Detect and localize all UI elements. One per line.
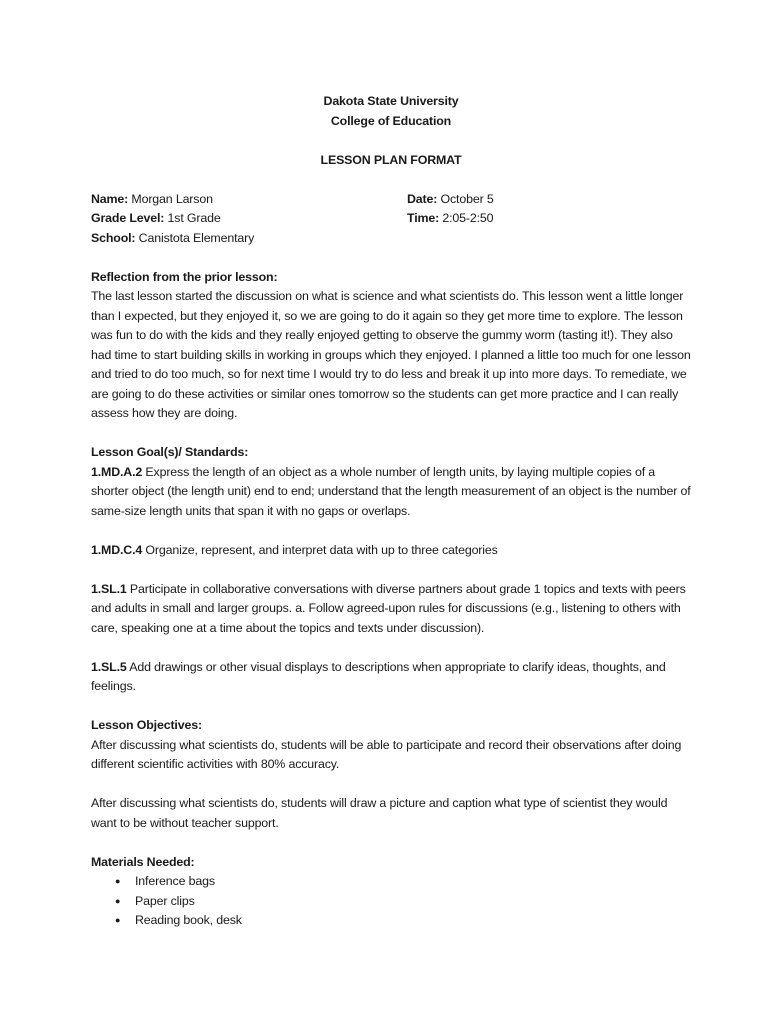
- standard-code: 1.SL.5: [91, 659, 127, 674]
- standard-sl1: [91, 580, 691, 639]
- grade-value: 1st Grade: [164, 211, 221, 225]
- standard-text: Participate in collaborative conversations with diverse partners about grade 1 topics and texts with peers and adults in small and larger groups. a. Follow agreed-upon rules for discussions (e.g., listening to others with care, speaking one at a time about the topics and texts under discussion).: [91, 581, 686, 635]
- time-label: Time:: [407, 211, 440, 225]
- material-label: Paper clips: [135, 893, 195, 908]
- school-value: Canistota Elementary: [135, 230, 255, 245]
- standard-text: Add drawings or other visual displays to descriptions when appropriate to clarify ideas, thoughts, and feelings.: [91, 659, 666, 693]
- spacer: [91, 638, 691, 658]
- spacer: [91, 775, 691, 795]
- bullet-icon: ●: [115, 876, 121, 886]
- college-name: College of Education: [330, 113, 452, 128]
- materials-list: [91, 872, 691, 931]
- list-item: [91, 892, 691, 912]
- grade-label: Grade Level:: [91, 211, 165, 225]
- university-name: Dakota State University: [323, 94, 459, 108]
- list-item: [91, 872, 691, 892]
- name-value: Morgan Larson: [128, 191, 213, 206]
- spacer: [91, 131, 691, 151]
- reflection-body: The last lesson started the discussion on what is science and what scientists do. This lesson went a little longer than I expected, but they enjoyed it, so we are going to do it again so they get more time to explore. The lesson was fun to do with the kids and they really enjoyed getting to observe the gummy worm (tasting it!). They also had time to start building skills in working in groups which they enjoyed. I planned a little too much for one lesson and tried to do too much, so for next time I would try to do less and break it up into more days. To remediate, we are going to do these activities or similar ones tomorrow so the students can get more practice and I can really assess how they are doing.: [91, 289, 691, 420]
- school-field: [91, 229, 407, 249]
- name-field: [91, 190, 407, 210]
- spacer: [91, 560, 691, 580]
- objectives-title: Lesson Objectives:: [91, 718, 202, 732]
- standard-text: Organize, represent, and interpret data with up to three categories: [142, 542, 498, 557]
- date-label: Date:: [407, 191, 438, 206]
- grade-field: [91, 209, 407, 229]
- material-label: Inference bags: [135, 874, 215, 888]
- spacer: [91, 833, 691, 853]
- spacer: [91, 170, 691, 190]
- standard-md-a2: [91, 463, 691, 522]
- standard-text: Express the length of an object as a whole number of length units, by laying multiple copies of a shorter object (the length unit) end to end; understand that the length measurement of an object is the number of same-size length units that span it with no gaps or overlaps.: [91, 464, 691, 518]
- standard-code: 1.SL.1: [91, 581, 127, 596]
- spacer: [91, 697, 691, 717]
- objective-item: After discussing what scientists do, students will be able to participate and record their observations after doing different scientific activities with 80% accuracy.: [91, 737, 682, 771]
- spacer: [91, 521, 691, 541]
- time-field: [407, 209, 691, 229]
- material-label: Reading book, desk: [135, 913, 242, 927]
- lesson-plan-document: [91, 92, 691, 931]
- standard-code: 1.MD.C.4: [91, 542, 143, 557]
- school-label: School:: [91, 230, 136, 245]
- objective-item: After discussing what scientists do, students will draw a picture and caption what type of scientist they would want to be without teacher support.: [91, 796, 668, 830]
- time-value: 2:05-2:50: [439, 211, 494, 225]
- standard-sl5: [91, 658, 691, 697]
- lesson-info: [91, 190, 691, 249]
- reflection-title: Reflection from the prior lesson:: [91, 269, 278, 284]
- bullet-icon: ●: [115, 895, 121, 906]
- list-item: [91, 911, 691, 931]
- standard-md-c4: [91, 541, 691, 561]
- document-title: LESSON PLAN FORMAT: [320, 152, 462, 167]
- spacer: [91, 248, 691, 268]
- empty-cell: [407, 229, 691, 249]
- date-field: [407, 190, 691, 210]
- name-label: Name:: [91, 191, 129, 206]
- goals-title: Lesson Goal(s)/ Standards:: [91, 445, 249, 459]
- materials-title: Materials Needed:: [91, 854, 195, 869]
- bullet-icon: ●: [115, 915, 121, 925]
- date-value: October 5: [437, 191, 494, 206]
- standard-code: 1.MD.A.2: [91, 464, 143, 479]
- spacer: [91, 424, 691, 444]
